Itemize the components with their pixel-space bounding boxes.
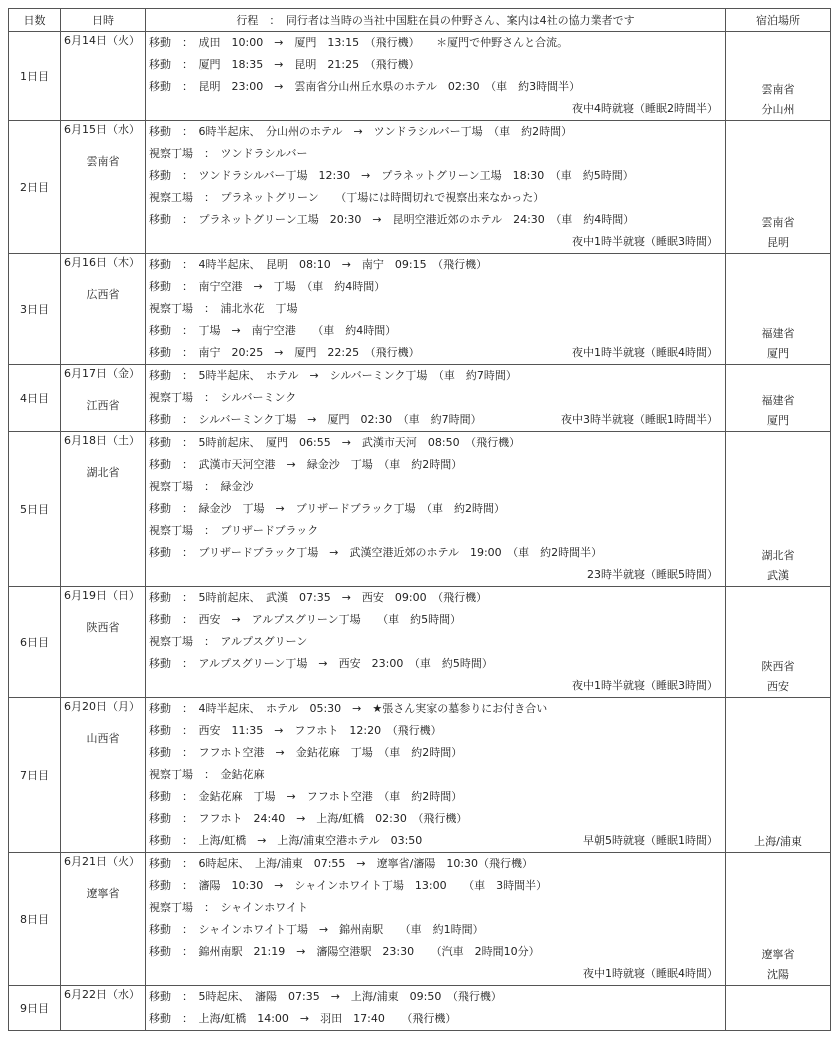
day-date-cell [61,432,146,587]
header-day: 日数 [9,9,61,32]
plan-line [149,1008,722,1030]
plan-line-text: 視察丁場 ： シルバーミンク [149,391,297,404]
day-date: 6月19日（日） [64,589,140,602]
day-province: 山西省 [86,732,120,745]
day-lodging [726,365,831,432]
plan-line [149,609,722,631]
plan-line [149,387,722,409]
plan-line [149,121,722,143]
plan-line-text: 移動 ： フフホト 24:40 → 上海/虹橋 02:30 （飛行機） [149,812,468,825]
plan-line [149,786,722,808]
day-number: 2日目 [9,121,61,254]
plan-line-text: 移動 ： 5時半起床、 ホテル → シルバーミンク丁場 （車 約7時間） [149,369,517,382]
plan-line [149,320,722,342]
day-lodging [726,32,831,121]
plan-line-text: 移動 ： 6時半起床、 分山州のホテル → ツンドラシルバー丁場 （車 約2時間） [149,125,573,138]
itinerary-sheet [8,8,830,1031]
day-date: 6月18日（土） [64,434,140,447]
plan-line-text: 移動 ： フフホト空港 → 金鉆花麻 丁場 （車 約2時間） [149,746,463,759]
plan-line-text: 移動 ： 上海/虹橋 → 上海/浦東空港ホテル 03:50 [149,834,423,847]
plan-line [149,675,722,697]
lodging-line: 沈陽 [767,968,789,981]
plan-line [149,720,722,742]
day-date-cell [61,698,146,853]
day-date-cell [61,365,146,432]
lodging-line: 陝西省 [761,660,795,673]
plan-line [149,187,722,209]
plan-line [149,143,722,165]
plan-line-text: 視察工場 ： プラネットグリーン （丁場には時間切れで視察出来なかった） [149,191,545,204]
sleep-note: 早朝5時就寝（睡眠1時間） [583,834,718,847]
day-number: 1日目 [9,32,61,121]
day-plan [146,32,726,121]
plan-line [149,542,722,564]
plan-line-text: 移動 ： シャインホワイト丁場 → 錦州南駅 （車 約1時間） [149,923,484,936]
lodging-line: 昆明 [767,236,789,249]
header-row [9,9,831,32]
day-number: 4日目 [9,365,61,432]
day-lodging [726,986,831,1031]
plan-line [149,98,722,120]
plan-line-text: 移動 ： 厦門 18:35 → 昆明 21:25 （飛行機） [149,58,420,71]
plan-line-text: 移動 ： 5時前起床、 厦門 06:55 → 武漢市天河 08:50 （飛行機） [149,436,521,449]
plan-line-text: 視察丁場 ： 浦北氷花 丁場 [149,302,298,315]
lodging-line: 分山州 [761,103,795,116]
day-date-cell [61,986,146,1031]
lodging-line: 福建省 [761,327,795,340]
lodging-line: 福建省 [761,394,795,407]
plan-line-text: 移動 ： プラネットグリーン工場 20:30 → 昆明空港近郊のホテル 24:30 （車 約4時間） [149,213,635,226]
day-number: 3日目 [9,254,61,365]
plan-line-text: 移動 ： ツンドラシルバー丁場 12:30 → プラネットグリーン工場 18:30 （車 約5時間） [149,169,634,182]
header-lodging: 宿泊場所 [726,9,831,32]
day-date-cell [61,121,146,254]
lodging-line: 湖北省 [761,549,795,562]
day-date: 6月20日（月） [64,700,140,713]
day-row [9,32,831,121]
plan-line [149,897,722,919]
day-lodging [726,432,831,587]
day-plan [146,698,726,853]
plan-line [149,76,722,98]
day-province: 江西省 [86,399,120,412]
plan-line [149,231,722,253]
itinerary-body [9,32,831,1031]
day-plan [146,986,726,1031]
plan-line [149,830,722,852]
day-number: 8日目 [9,853,61,986]
plan-line [149,764,722,786]
sleep-note: 夜中1時半就寝（睡眠3時間） [572,235,718,248]
header-date: 日時 [61,9,146,32]
plan-line [149,853,722,875]
day-date: 6月17日（金） [64,367,140,380]
plan-line [149,32,722,54]
day-plan [146,587,726,698]
plan-line [149,432,722,454]
plan-line-text: 移動 ： 4時半起床、 昆明 08:10 → 南宁 09:15 （飛行機） [149,258,488,271]
day-plan [146,121,726,254]
sleep-note: 夜中3時半就寝（睡眠1時間半） [561,413,718,426]
day-lodging [726,254,831,365]
plan-line [149,587,722,609]
plan-line [149,986,722,1008]
day-province: 広西省 [86,288,120,301]
day-row [9,587,831,698]
plan-line [149,919,722,941]
plan-line-text: 視察丁場 ： ツンドラシルバー [149,147,308,160]
sleep-note: 夜中1時半就寝（睡眠4時間） [572,346,718,359]
plan-line-text: 移動 ： 緑金沙 丁場 → ブリザードブラック丁場 （車 約2時間） [149,502,506,515]
day-date-cell [61,32,146,121]
day-date: 6月22日（水） [64,988,140,1001]
day-date: 6月15日（水） [64,123,140,136]
day-row [9,853,831,986]
plan-line-text: 移動 ： 4時半起床、 ホテル 05:30 → ★張さん実家の墓参りにお付き合い [149,702,548,715]
day-lodging [726,587,831,698]
day-date: 6月16日（木） [64,256,140,269]
plan-line-text: 移動 ： 武漢市天河空港 → 緑金沙 丁場 （車 約2時間） [149,458,463,471]
plan-line-text: 移動 ： 6時起床、 上海/浦東 07:55 → 遼寧省/瀋陽 10:30（飛行機） [149,857,534,870]
day-number: 5日目 [9,432,61,587]
day-row [9,698,831,853]
plan-line-text: 移動 ： シルバーミンク丁場 → 厦門 02:30 （車 約7時間） [149,413,482,426]
plan-line [149,653,722,675]
plan-line-text: 移動 ： 5時起床、 瀋陽 07:35 → 上海/浦東 09:50 （飛行機） [149,990,502,1003]
plan-line-text: 移動 ： 丁場 → 南宁空港 （車 約4時間） [149,324,397,337]
day-date-cell [61,587,146,698]
day-lodging [726,853,831,986]
day-row [9,254,831,365]
day-date-cell [61,853,146,986]
lodging-line: 雲南省 [761,83,795,96]
lodging-line: 遼寧省 [761,948,795,961]
lodging-line: 武漢 [767,569,789,582]
plan-line [149,165,722,187]
lodging-line: 西安 [767,680,789,693]
plan-line [149,498,722,520]
day-province: 遼寧省 [86,887,120,900]
sleep-note: 23時半就寝（睡眠5時間） [587,568,718,581]
plan-line-text: 移動 ： 瀋陽 10:30 → シャインホワイト丁場 13:00 （車 3時間半） [149,879,548,892]
plan-line-text: 視察丁場 ： 緑金沙 [149,480,254,493]
lodging-line: 雲南省 [761,216,795,229]
plan-line [149,742,722,764]
day-number: 6日目 [9,587,61,698]
plan-line [149,808,722,830]
day-number: 9日目 [9,986,61,1031]
day-number: 7日目 [9,698,61,853]
plan-line-text: 視察丁場 ： ブリザードブラック [149,524,319,537]
plan-line-text: 移動 ： 成田 10:00 → 厦門 13:15 （飛行機） ＊厦門で仲野さんと合流。 [149,36,569,49]
plan-line [149,342,722,364]
plan-line-text: 移動 ： 南宁空港 → 丁場 （車 約4時間） [149,280,386,293]
plan-line-text: 移動 ： 昆明 23:00 → 雲南省分山州丘水県のホテル 02:30 （車 約3時間半） [149,80,581,93]
plan-line-text: 移動 ： アルプスグリーン丁場 → 西安 23:00 （車 約5時間） [149,657,493,670]
plan-line-text: 移動 ： 錦州南駅 21:19 → 瀋陽空港駅 23:30 （汽車 2時間10分） [149,945,540,958]
day-plan [146,365,726,432]
plan-line [149,476,722,498]
plan-line [149,454,722,476]
plan-line [149,276,722,298]
plan-line [149,409,722,431]
plan-line-text: 移動 ： 5時前起床、 武漢 07:35 → 西安 09:00 （飛行機） [149,591,488,604]
lodging-line: 厦門 [767,414,789,427]
plan-line [149,298,722,320]
plan-line [149,254,722,276]
plan-line [149,564,722,586]
plan-line [149,365,722,387]
plan-line-text: 移動 ： 西安 → アルプスグリーン丁場 （車 約5時間） [149,613,462,626]
plan-line-text: 視察丁場 ： 金鉆花麻 [149,768,265,781]
day-plan [146,432,726,587]
plan-line-text: 移動 ： 上海/虹橋 14:00 → 羽田 17:40 （飛行機） [149,1012,457,1025]
day-date: 6月14日（火） [64,34,140,47]
day-province: 湖北省 [86,466,120,479]
lodging-line: 厦門 [767,347,789,360]
day-row [9,365,831,432]
day-date: 6月21日（火） [64,855,140,868]
plan-line [149,698,722,720]
plan-line [149,875,722,897]
plan-line [149,520,722,542]
day-date-cell [61,254,146,365]
plan-line-text: 移動 ： ブリザードブラック丁場 → 武漢空港近郊のホテル 19:00 （車 約2時間半） [149,546,603,559]
day-row [9,432,831,587]
day-row [9,121,831,254]
day-plan [146,853,726,986]
plan-line [149,631,722,653]
day-province: 雲南省 [86,155,120,168]
plan-line-text: 移動 ： 金鉆花麻 丁場 → フフホト空港 （車 約2時間） [149,790,463,803]
plan-line-text: 視察丁場 ： アルプスグリーン [149,635,308,648]
day-province: 陝西省 [86,621,120,634]
sleep-note: 夜中4時就寝（睡眠2時間半） [572,102,718,115]
day-lodging [726,121,831,254]
sleep-note: 夜中1時半就寝（睡眠3時間） [572,679,718,692]
itinerary-table [8,8,831,1031]
plan-line-text: 移動 ： 南宁 20:25 → 厦門 22:25 （飛行機） [149,346,420,359]
lodging-line: 上海/浦東 [754,835,802,848]
plan-line-text: 移動 ： 西安 11:35 → フフホト 12:20 （飛行機） [149,724,442,737]
plan-line [149,209,722,231]
plan-line-text: 視察丁場 ： シャインホワイト [149,901,308,914]
plan-line [149,963,722,985]
day-row [9,986,831,1031]
plan-line [149,54,722,76]
header-plan: 行程 ： 同行者は当時の当社中国駐在員の仲野さん、案内は4社の協力業者です [146,9,726,32]
day-plan [146,254,726,365]
plan-line [149,941,722,963]
sleep-note: 夜中1時就寝（睡眠4時間） [583,967,718,980]
day-lodging [726,698,831,853]
